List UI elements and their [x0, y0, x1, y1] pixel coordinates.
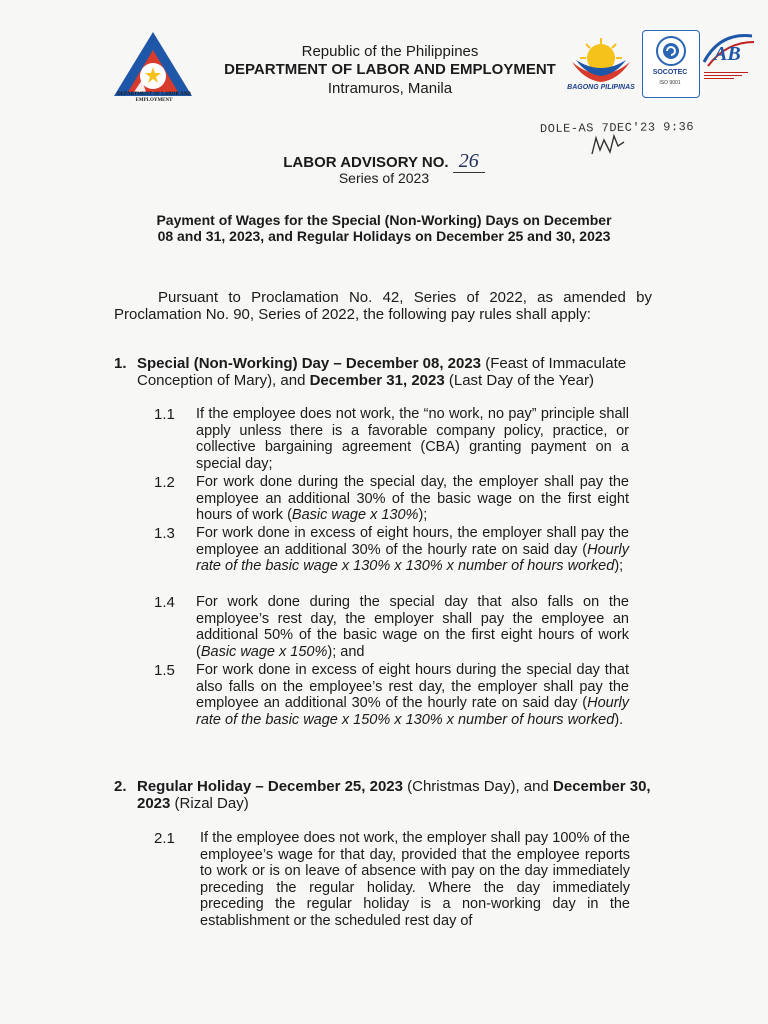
item-text: If the employee does not work, the employer shall pay 100% of the employee’s wage for that day, provided that the employee reports to work or is on leave of absence with pay on the day immediately preceding the regular holiday. Where the day immediately preceding the regular holiday is a non-working day in the establishment or the scheduled rest day of: [200, 830, 630, 929]
section-1-note-b: (Last Day of the Year): [444, 372, 594, 389]
advisory-subject: Payment of Wages for the Special (Non-Working) Days on December 08 and 31, 2023, and Regular Holidays on December 25 and 30, 2023: [156, 212, 612, 244]
pab-accreditation-logo: [700, 28, 756, 70]
socotec-label: SOCOTEC: [652, 69, 688, 76]
item-text: If the employee does not work, the “no work, no pay” principle shall apply unless there is a favorable company policy, practice, or collective bargaining agreement (CBA) granting payment on a special day;: [196, 406, 629, 472]
section-1-title-a: Special (Non-Working) Day – December 08, 2023: [137, 355, 482, 372]
city-heading: Intramuros, Manila: [327, 80, 453, 97]
advisory-series: Series of 2023: [338, 170, 430, 186]
section-2-title-b: December 30, 2023: [137, 778, 651, 812]
section-2-note-b: (Rizal Day): [170, 795, 249, 812]
item-number: 1.2: [154, 474, 175, 491]
item-text: For work done during the special day, the employer shall pay the employee an additional 30% of the basic wage on the first eight hours of work (Basic wage x 130%);: [196, 474, 629, 524]
handwritten-initials: [588, 132, 628, 158]
item-text: For work done in excess of eight hours, the employer shall pay the employee an additional 30% of the hourly rate on said day (Hourly rate of the basic wage x 130% x 130% x number of hours worked);: [196, 525, 629, 575]
intro-paragraph: Pursuant to Proclamation No. 42, Series of 2022, as amended by Proclamation No. 90, Series of 2022, the following pay rules shall apply:: [114, 289, 652, 323]
section-1-number: 1.: [114, 355, 127, 372]
advisory-title-prefix: LABOR ADVISORY NO.: [283, 154, 449, 171]
item-text: For work done during the special day that also falls on the employee’s rest day, the employer shall pay the employee an additional 50% of the basic wage on the first eight hours of work (Basic wage x 150%); and: [196, 594, 629, 660]
section-2-number: 2.: [114, 778, 127, 795]
dole-caption: DEPARTMENT OF LABOR AND EMPLOYMENT: [117, 92, 191, 103]
advisory-number: 26: [453, 150, 485, 173]
republic-heading: Republic of the Philippines: [301, 43, 479, 60]
section-1-title-b: December 31, 2023: [309, 372, 445, 389]
receiving-stamp: DOLE-AS 7DEC'23 9:36: [539, 119, 695, 137]
pab-caption: [704, 72, 754, 79]
item-number: 1.3: [154, 525, 175, 542]
formula: Basic wage x 130%: [291, 507, 419, 524]
bagong-pilipinas-caption: BAGONG PILIPINAS: [567, 84, 635, 91]
section-2-heading: [137, 778, 657, 812]
department-heading: DEPARTMENT OF LABOR AND EMPLOYMENT: [224, 61, 556, 78]
item-number: 2.1: [154, 830, 175, 847]
item-number: 1.5: [154, 662, 175, 679]
formula: Hourly rate of the basic wage x 130% x 130% x number of hours worked: [196, 541, 629, 575]
formula: Hourly rate of the basic wage x 150% x 130% x number of hours worked: [196, 695, 629, 728]
iso-standard-label: ISO 9001: [659, 80, 681, 86]
pab-mark: AB: [714, 43, 741, 65]
socotec-emblem-icon: [643, 31, 699, 71]
item-number: 1.1: [154, 406, 175, 423]
iso-certification-badge: [642, 30, 700, 98]
section-1-heading: [137, 355, 657, 389]
section-2-title-a: Regular Holiday – December 25, 2023: [137, 778, 403, 795]
bagong-pilipinas-logo: [568, 36, 634, 86]
item-number: 1.4: [154, 594, 175, 611]
formula: Basic wage x 150%: [200, 643, 328, 660]
item-text: For work done in excess of eight hours during the special day that also falls on the employee’s rest day, the employer shall pay the employee an additional 30% of the hourly rate on said day (Hourly rate of the basic wage x 150% x 130% x number of hours worked).: [196, 662, 629, 728]
section-2-note-a: (Christmas Day), and: [402, 778, 554, 795]
section-1-note-a: (Feast of Immaculate Conception of Mary), and: [137, 355, 627, 389]
